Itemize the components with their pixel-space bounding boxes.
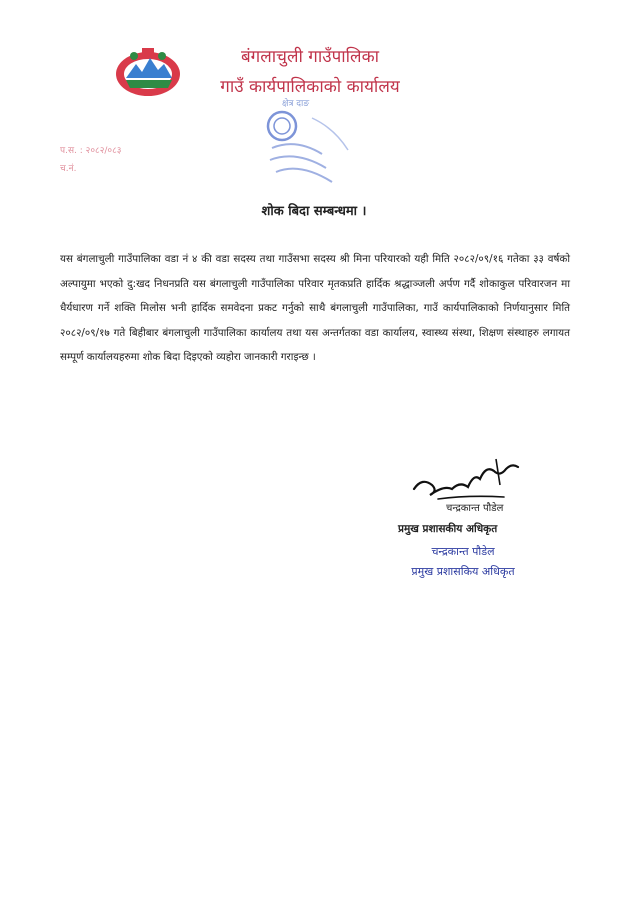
dispatch-number: च.नं. xyxy=(60,164,77,174)
letter-body: यस बंगलाचुली गाउँपालिका वडा नं ४ की वडा सदस्य तथा गाउँसभा सदस्य श्री मिना परियारको यही मिति २०८२/०९/१६ गतेका ३३ वर्षको अल्पायुमा भएको दु:खद निधनप्रति यस बंगलाचुली गाउँपालिका परिवार मृतकप्रति हार्दिक श्रद्धाञ्जली अर्पण गर्दै शोकाकुल परिवारजन मा धैर्यधारण गर्ने शक्ति मिलोस भनी हार्दिक समवेदना प्रकट गर्नुको साथै बंगलाचुली गाउँपालिका, गाउँ कार्यपालिकाको निर्णयानुसार मिति २०८२/०९/१७ गते बिहीबार बंगलाचुली गाउँपालिका कार्यालय तथा यस अन्तर्गतका वडा कार्यालय, स्वास्थ्य संस्था, शिक्षण संस्थाहरु लगायत सम्पूर्ण कार्यालयहरुमा शोक बिदा दिइएको व्यहोरा जानकारी गराइन्छ । xyxy=(60,253,570,364)
office-name-block xyxy=(190,42,430,102)
stamp-signatory-title: प्रमुख प्रशासकिय अधिकृत xyxy=(411,565,515,578)
letter-number: प.स. : २०८२/०८३ xyxy=(60,146,122,156)
letter-subject: शोक बिदा सम्बन्धमा । xyxy=(261,204,367,219)
stamp-signatory-name: चन्द्रकान्त पौडेल xyxy=(431,545,495,558)
stamp-text: क्षेत्र दाङ xyxy=(282,99,310,109)
reference-block xyxy=(60,142,121,178)
signatory-title: प्रमुख प्रशासकीय अधिकृत xyxy=(398,523,498,535)
signatory-name: चन्द्रकान्त पौडेल xyxy=(446,503,504,514)
office-name-line1: बंगलाचुली गाउँपालिका xyxy=(240,47,380,67)
government-emblem-icon xyxy=(112,44,184,100)
office-name-line2: गाउँ कार्यपालिकाको कार्यालय xyxy=(220,77,400,97)
signatory-stamp xyxy=(388,542,538,582)
office-stamp-icon xyxy=(252,98,354,194)
